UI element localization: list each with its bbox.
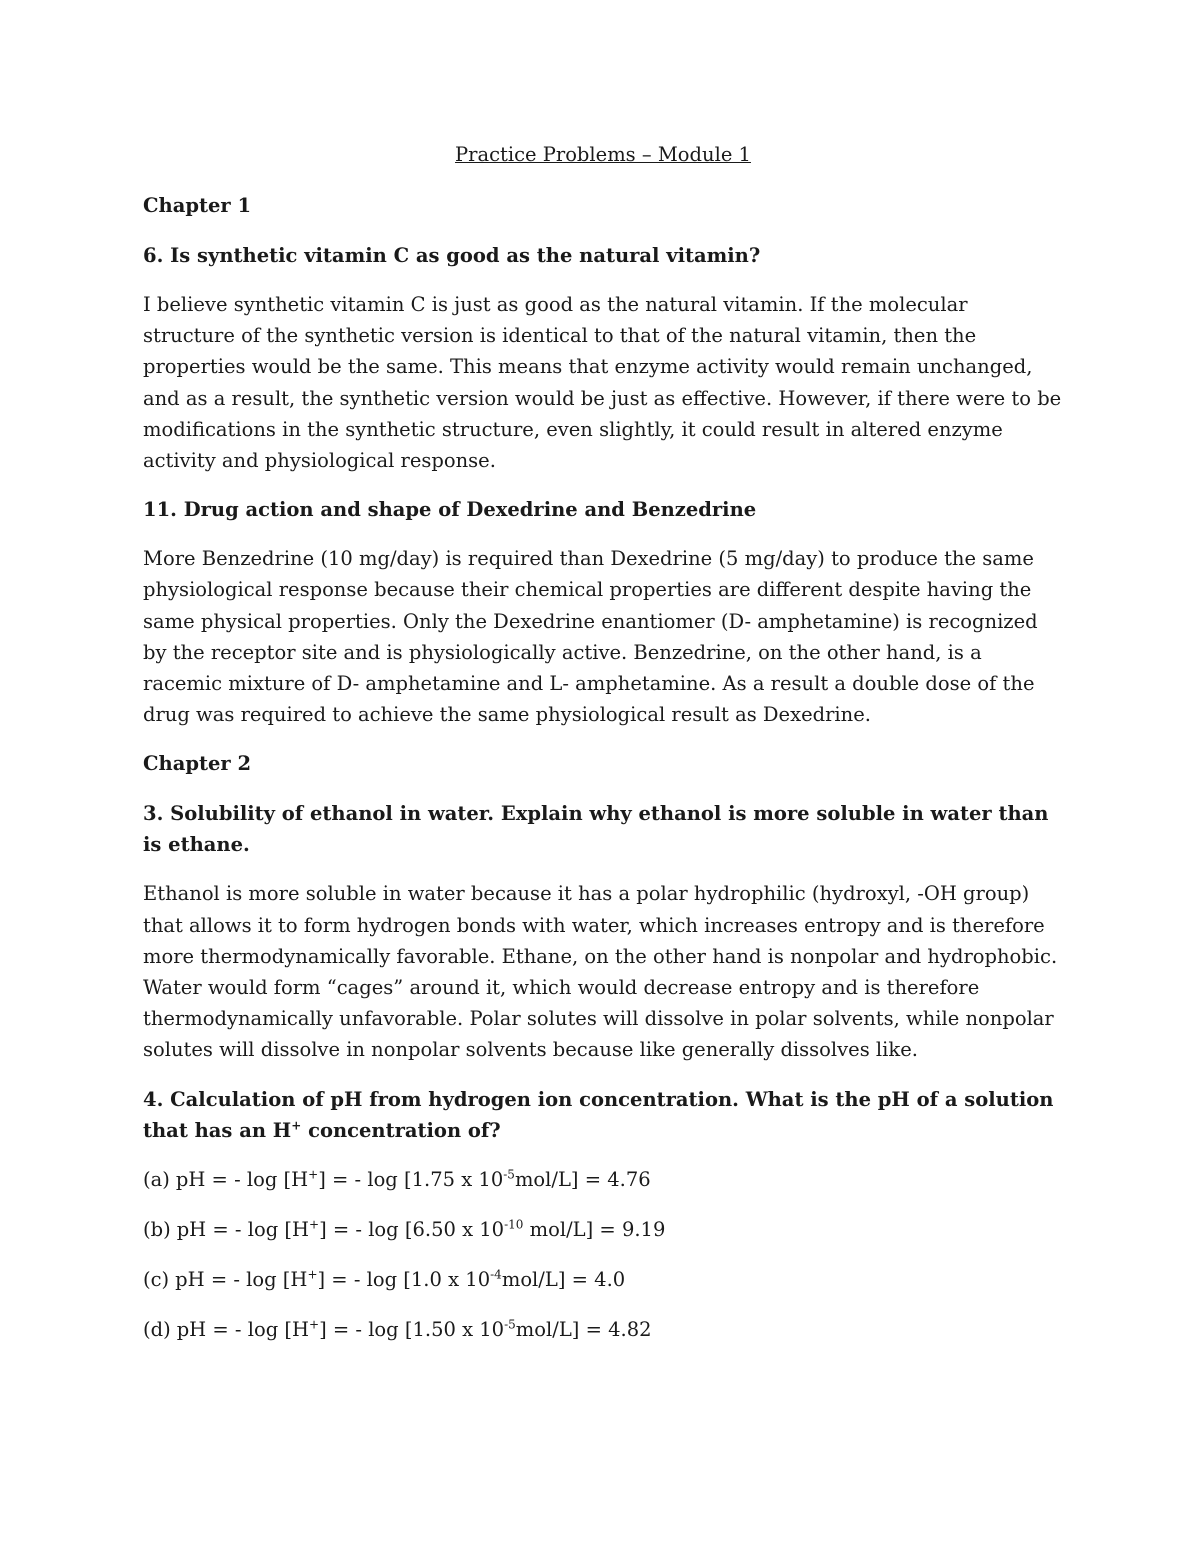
calc-plus: + xyxy=(309,1317,320,1332)
calc-exponent: -5 xyxy=(503,1167,515,1182)
calc-rhs: mol/L] = 4.0 xyxy=(501,1267,626,1291)
calc-mid: ] = - log [1.0 x 10 xyxy=(317,1267,491,1291)
calc-rhs: mol/L] = 4.82 xyxy=(515,1317,652,1341)
question-4-superscript: + xyxy=(291,1118,302,1133)
question-4 xyxy=(143,1084,1063,1146)
calc-label: (b) xyxy=(143,1217,171,1241)
answer-3: Ethanol is more soluble in water because it has a polar hydrophilic (hydroxyl, -OH group) that allows it to form hydrogen bonds with water, which increases entropy and is therefore more thermodynamically favorable. Ethane, on the other hand is nonpolar and hydrophobic. Water would form “cages” around it, which would decrease entropy and is therefore thermodynamically unfavorable. Polar solutes will dissolve in polar solvents, while nonpolar solutes will dissolve in nonpolar solvents because like generally dissolves like. xyxy=(143,882,1058,1062)
calc-exponent: -5 xyxy=(504,1317,516,1332)
calculation-b xyxy=(143,1214,1063,1245)
answer-6: I believe synthetic vitamin C is just as good as the natural vitamin. If the molecular structure of the synthetic version is identical to that of the natural vitamin, then the properties would be the same. This means that enzyme activity would remain unchanged, and as a result, the synthetic version would be just as effective. However, if there were to be modifications in the synthetic structure, even slightly, it could result in altered enzyme activity and physiological response. xyxy=(143,293,1062,473)
question-3: 3. Solubility of ethanol in water. Explain why ethanol is more soluble in water than is ethane. xyxy=(143,802,1049,857)
calc-lhs: pH = - log [H xyxy=(176,1217,309,1241)
calc-plus: + xyxy=(309,1217,320,1232)
calc-plus: + xyxy=(307,1267,318,1282)
calc-mid: ] = - log [1.50 x 10 xyxy=(319,1317,505,1341)
question-4-end: concentration of? xyxy=(301,1118,501,1142)
calculation-d xyxy=(143,1314,1063,1345)
calc-label: (c) xyxy=(143,1267,170,1291)
calc-label: (d) xyxy=(143,1317,171,1341)
calc-mid: ] = - log [6.50 x 10 xyxy=(319,1217,505,1241)
calculation-a xyxy=(143,1164,1063,1195)
calc-lhs: pH = - log [H xyxy=(175,1267,308,1291)
calc-label: (a) xyxy=(143,1167,170,1191)
calc-rhs: mol/L] = 4.76 xyxy=(514,1167,651,1191)
page-title: Practice Problems – Module 1 xyxy=(455,143,751,166)
calc-lhs: pH = - log [H xyxy=(175,1167,309,1191)
calc-mid: ] = - log [1.75 x 10 xyxy=(318,1167,504,1191)
question-11: 11. Drug action and shape of Dexedrine and Benzedrine xyxy=(143,498,757,522)
calc-exponent: -10 xyxy=(504,1217,524,1232)
question-4-start: 4. Calculation of pH from hydrogen ion concentration. What is the pH of a solution that has an H xyxy=(143,1087,1054,1142)
calc-exponent: -4 xyxy=(490,1267,502,1282)
chapter-1-heading: Chapter 1 xyxy=(143,194,252,217)
answer-11: More Benzedrine (10 mg/day) is required than Dexedrine (5 mg/day) to produce the same physiological response because their chemical properties are different despite having the same physical properties. Only the Dexedrine enantiomer (D- amphetamine) is recognized by the receptor site and is physiologically active. Benzedrine, on the other hand, is a racemic mixture of D- amphetamine and L- amphetamine. As a result a double dose of the drug was required to achieve the same physiological result as Dexedrine. xyxy=(143,547,1038,727)
calc-lhs: pH = - log [H xyxy=(176,1317,309,1341)
chapter-2-heading: Chapter 2 xyxy=(143,752,252,776)
calc-plus: + xyxy=(308,1167,319,1182)
calc-rhs: mol/L] = 9.19 xyxy=(523,1217,666,1241)
document-body xyxy=(143,139,1063,1364)
question-6: 6. Is synthetic vitamin C as good as the natural vitamin? xyxy=(143,244,761,267)
calculation-c xyxy=(143,1264,1063,1295)
